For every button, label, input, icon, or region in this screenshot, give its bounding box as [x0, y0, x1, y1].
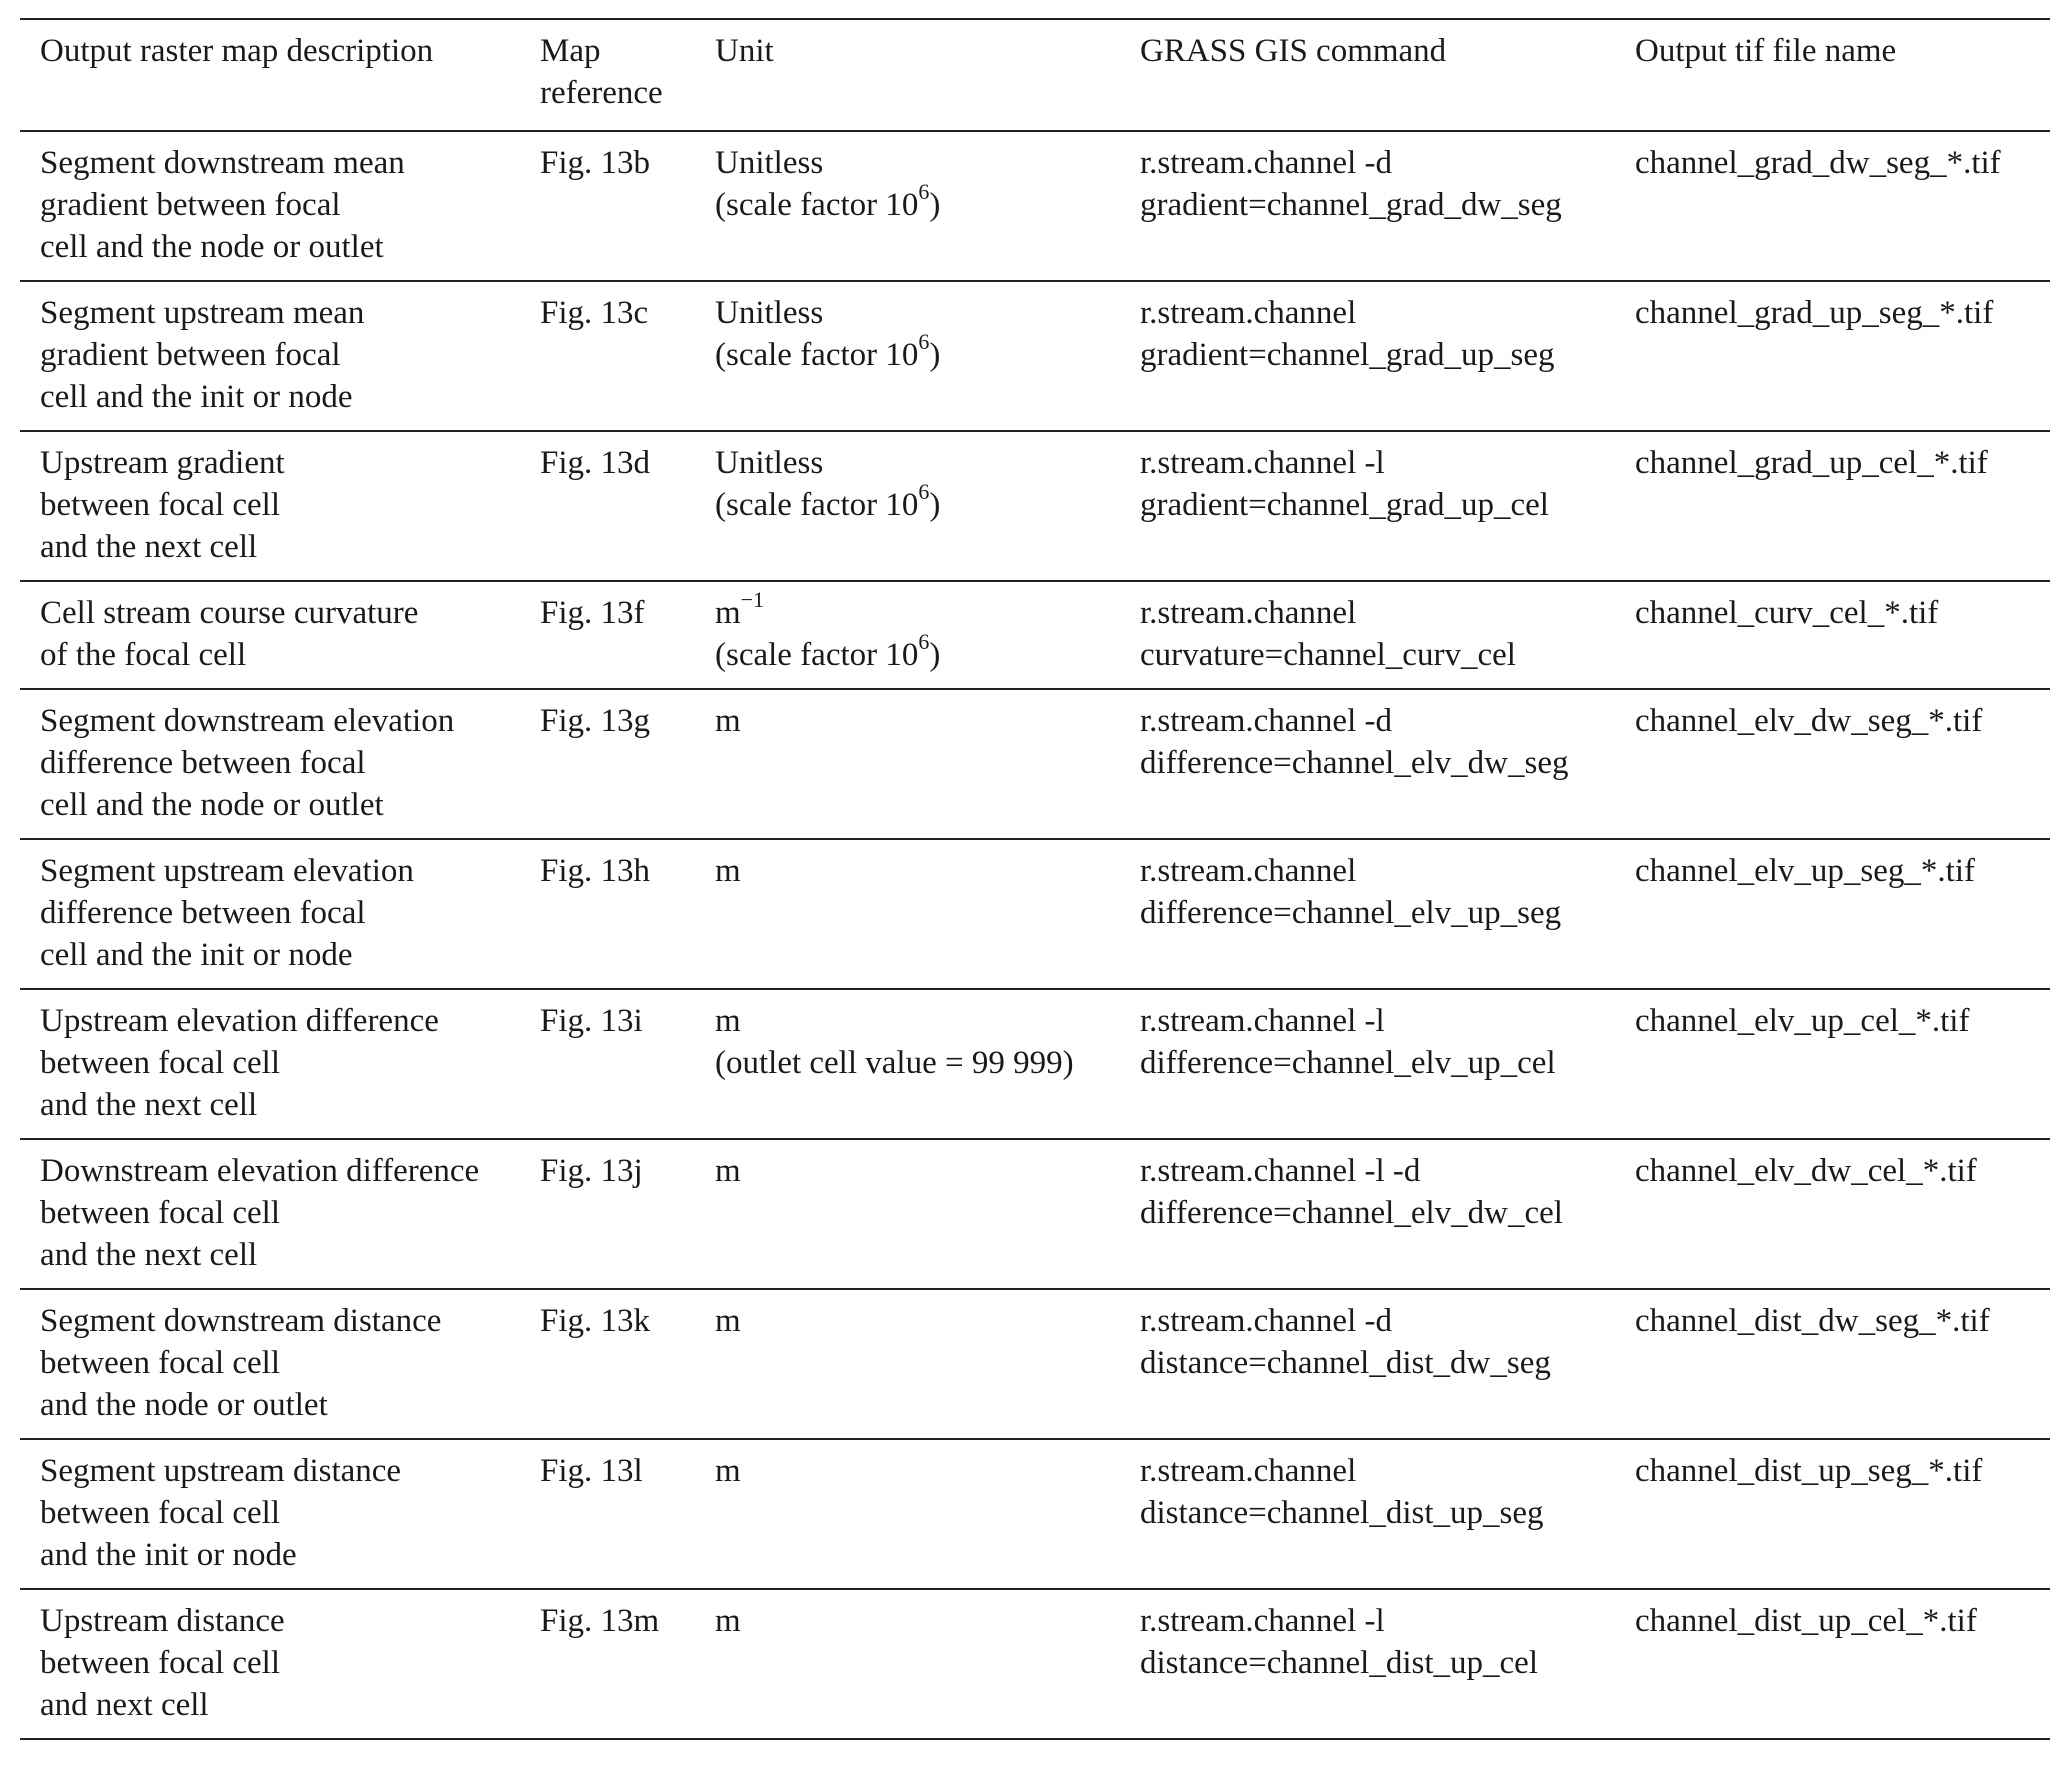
- table-row: [20, 581, 2050, 689]
- table-row: [20, 1439, 2050, 1589]
- cell-map-reference: Fig. 13l: [540, 1439, 715, 1589]
- description-line: cell and the init or node: [40, 379, 353, 415]
- table-row: [20, 131, 2050, 281]
- description-line: Upstream elevation difference: [40, 1003, 439, 1039]
- description-line: between focal cell: [40, 1045, 281, 1081]
- command-line: distance=channel_dist_up_cel: [1140, 1645, 1538, 1681]
- cell-command: [1140, 1139, 1635, 1289]
- unit-line1: [715, 587, 1140, 634]
- table-row: [20, 989, 2050, 1139]
- unit-scale-exponent: 6: [918, 329, 930, 354]
- description-line: Segment downstream mean: [40, 145, 405, 181]
- description-line: between focal cell: [40, 487, 281, 523]
- unit-scale-text: (scale factor 10: [715, 337, 919, 373]
- unit-line1: m: [715, 853, 741, 889]
- unit-line1: m: [715, 1003, 741, 1039]
- cell-file-name: channel_elv_up_cel_*.tif: [1635, 989, 2050, 1139]
- description-line: Upstream distance: [40, 1603, 285, 1639]
- unit-scale-close: ): [929, 187, 941, 223]
- description-line: and the init or node: [40, 1537, 297, 1573]
- description-line: cell and the node or outlet: [40, 787, 384, 823]
- table-row: [20, 431, 2050, 581]
- cell-unit: [715, 581, 1140, 689]
- description-line: cell and the node or outlet: [40, 229, 384, 265]
- unit-line1: m: [715, 1453, 741, 1489]
- unit-scale-text: (scale factor 10: [715, 187, 919, 223]
- cell-description: [20, 281, 540, 431]
- cell-map-reference: Fig. 13h: [540, 839, 715, 989]
- unit-line2: [715, 479, 1140, 526]
- cell-map-reference: Fig. 13i: [540, 989, 715, 1139]
- cell-description: [20, 431, 540, 581]
- command-line: r.stream.channel -d: [1140, 703, 1392, 739]
- command-line: distance=channel_dist_dw_seg: [1140, 1345, 1551, 1381]
- cell-description: [20, 131, 540, 281]
- header-map-reference-line1: Map: [540, 33, 601, 69]
- command-line: gradient=channel_grad_up_seg: [1140, 337, 1555, 373]
- unit-line2: [715, 179, 1140, 226]
- cell-description: [20, 581, 540, 689]
- table-row: [20, 1589, 2050, 1739]
- cell-command: [1140, 581, 1635, 689]
- cell-map-reference: Fig. 13c: [540, 281, 715, 431]
- cell-command: [1140, 281, 1635, 431]
- table-row: [20, 1289, 2050, 1439]
- command-line: difference=channel_elv_dw_seg: [1140, 745, 1569, 781]
- command-line: difference=channel_elv_up_seg: [1140, 895, 1562, 931]
- cell-file-name: channel_grad_up_cel_*.tif: [1635, 431, 2050, 581]
- description-line: and the next cell: [40, 529, 258, 565]
- cell-command: [1140, 839, 1635, 989]
- description-line: Segment downstream elevation: [40, 703, 455, 739]
- description-line: Segment downstream distance: [40, 1303, 442, 1339]
- cell-unit: [715, 1439, 1140, 1589]
- cell-unit: [715, 1139, 1140, 1289]
- cell-file-name: channel_dist_up_cel_*.tif: [1635, 1589, 2050, 1739]
- output-raster-table: [20, 18, 2050, 1740]
- header-map-reference-line2: reference: [540, 75, 663, 111]
- cell-command: [1140, 131, 1635, 281]
- table-body: [20, 131, 2050, 1739]
- command-line: r.stream.channel -l -d: [1140, 1153, 1421, 1189]
- unit-line2: (outlet cell value = 99 999): [715, 1045, 1074, 1081]
- cell-file-name: channel_grad_dw_seg_*.tif: [1635, 131, 2050, 281]
- cell-file-name: channel_elv_dw_seg_*.tif: [1635, 689, 2050, 839]
- unit-scale-text: (scale factor 10: [715, 637, 919, 673]
- description-line: difference between focal: [40, 745, 366, 781]
- cell-map-reference: Fig. 13f: [540, 581, 715, 689]
- description-line: of the focal cell: [40, 637, 247, 673]
- cell-command: [1140, 1289, 1635, 1439]
- unit-scale-close: ): [929, 337, 941, 373]
- unit-scale-close: ): [929, 487, 941, 523]
- table-row: [20, 281, 2050, 431]
- description-line: and the next cell: [40, 1237, 258, 1273]
- header-command: GRASS GIS command: [1140, 19, 1635, 131]
- cell-file-name: channel_grad_up_seg_*.tif: [1635, 281, 2050, 431]
- description-line: Downstream elevation difference: [40, 1153, 480, 1189]
- command-line: r.stream.channel: [1140, 295, 1357, 331]
- unit-line1: Unitless: [715, 145, 824, 181]
- cell-description: [20, 1139, 540, 1289]
- header-description: Output raster map description: [20, 19, 540, 131]
- command-line: r.stream.channel -l: [1140, 1003, 1385, 1039]
- command-line: r.stream.channel -l: [1140, 1603, 1385, 1639]
- description-line: between focal cell: [40, 1195, 281, 1231]
- cell-unit: [715, 1289, 1140, 1439]
- cell-unit: [715, 1589, 1140, 1739]
- cell-description: [20, 1439, 540, 1589]
- command-line: r.stream.channel -d: [1140, 145, 1392, 181]
- command-line: r.stream.channel -d: [1140, 1303, 1392, 1339]
- description-line: between focal cell: [40, 1495, 281, 1531]
- cell-unit: [715, 281, 1140, 431]
- cell-command: [1140, 989, 1635, 1139]
- cell-unit: [715, 131, 1140, 281]
- unit-scale-exponent: 6: [918, 629, 930, 654]
- unit-line1: m: [715, 1603, 741, 1639]
- header-file-name: Output tif file name: [1635, 19, 2050, 131]
- cell-file-name: channel_curv_cel_*.tif: [1635, 581, 2050, 689]
- description-line: Upstream gradient: [40, 445, 285, 481]
- cell-description: [20, 1589, 540, 1739]
- cell-file-name: channel_dist_up_seg_*.tif: [1635, 1439, 2050, 1589]
- command-line: r.stream.channel: [1140, 595, 1357, 631]
- cell-description: [20, 989, 540, 1139]
- table-row: [20, 689, 2050, 839]
- unit-scale-exponent: 6: [918, 179, 930, 204]
- description-line: gradient between focal: [40, 337, 341, 373]
- unit-line2: [715, 629, 1140, 676]
- cell-map-reference: Fig. 13b: [540, 131, 715, 281]
- cell-file-name: channel_elv_up_seg_*.tif: [1635, 839, 2050, 989]
- cell-command: [1140, 689, 1635, 839]
- header-map-reference: [540, 19, 715, 131]
- description-line: Segment upstream elevation: [40, 853, 414, 889]
- unit-scale-text: (scale factor 10: [715, 487, 919, 523]
- cell-unit: [715, 689, 1140, 839]
- cell-file-name: channel_dist_dw_seg_*.tif: [1635, 1289, 2050, 1439]
- description-line: and next cell: [40, 1687, 209, 1723]
- table-row: [20, 1139, 2050, 1289]
- unit-base: m: [715, 595, 741, 631]
- command-line: distance=channel_dist_up_seg: [1140, 1495, 1544, 1531]
- unit-line1: m: [715, 703, 741, 739]
- command-line: difference=channel_elv_dw_cel: [1140, 1195, 1563, 1231]
- command-line: gradient=channel_grad_up_cel: [1140, 487, 1549, 523]
- description-line: Segment upstream mean: [40, 295, 365, 331]
- command-line: difference=channel_elv_up_cel: [1140, 1045, 1556, 1081]
- command-line: gradient=channel_grad_dw_seg: [1140, 187, 1562, 223]
- description-line: and the next cell: [40, 1087, 258, 1123]
- unit-line1: m: [715, 1303, 741, 1339]
- unit-scale-exponent: 6: [918, 479, 930, 504]
- cell-unit: [715, 431, 1140, 581]
- cell-description: [20, 689, 540, 839]
- cell-map-reference: Fig. 13d: [540, 431, 715, 581]
- description-line: gradient between focal: [40, 187, 341, 223]
- command-line: r.stream.channel: [1140, 853, 1357, 889]
- cell-map-reference: Fig. 13k: [540, 1289, 715, 1439]
- table-row: [20, 839, 2050, 989]
- unit-exponent: −1: [740, 587, 765, 612]
- cell-unit: [715, 989, 1140, 1139]
- cell-command: [1140, 1589, 1635, 1739]
- command-line: r.stream.channel: [1140, 1453, 1357, 1489]
- description-line: Segment upstream distance: [40, 1453, 402, 1489]
- cell-command: [1140, 1439, 1635, 1589]
- data-table-container: [20, 18, 2050, 1740]
- unit-line1: m: [715, 1153, 741, 1189]
- unit-line1: Unitless: [715, 295, 824, 331]
- command-line: r.stream.channel -l: [1140, 445, 1385, 481]
- cell-unit: [715, 839, 1140, 989]
- cell-file-name: channel_elv_dw_cel_*.tif: [1635, 1139, 2050, 1289]
- cell-map-reference: Fig. 13g: [540, 689, 715, 839]
- cell-command: [1140, 431, 1635, 581]
- cell-description: [20, 1289, 540, 1439]
- description-line: Cell stream course curvature: [40, 595, 419, 631]
- command-line: curvature=channel_curv_cel: [1140, 637, 1516, 673]
- unit-line2: [715, 329, 1140, 376]
- unit-scale-close: ): [929, 637, 941, 673]
- description-line: between focal cell: [40, 1645, 281, 1681]
- description-line: between focal cell: [40, 1345, 281, 1381]
- description-line: and the node or outlet: [40, 1387, 328, 1423]
- table-header-row: [20, 19, 2050, 131]
- description-line: difference between focal: [40, 895, 366, 931]
- cell-description: [20, 839, 540, 989]
- header-unit: Unit: [715, 19, 1140, 131]
- unit-line1: Unitless: [715, 445, 824, 481]
- cell-map-reference: Fig. 13m: [540, 1589, 715, 1739]
- cell-map-reference: Fig. 13j: [540, 1139, 715, 1289]
- description-line: cell and the init or node: [40, 937, 353, 973]
